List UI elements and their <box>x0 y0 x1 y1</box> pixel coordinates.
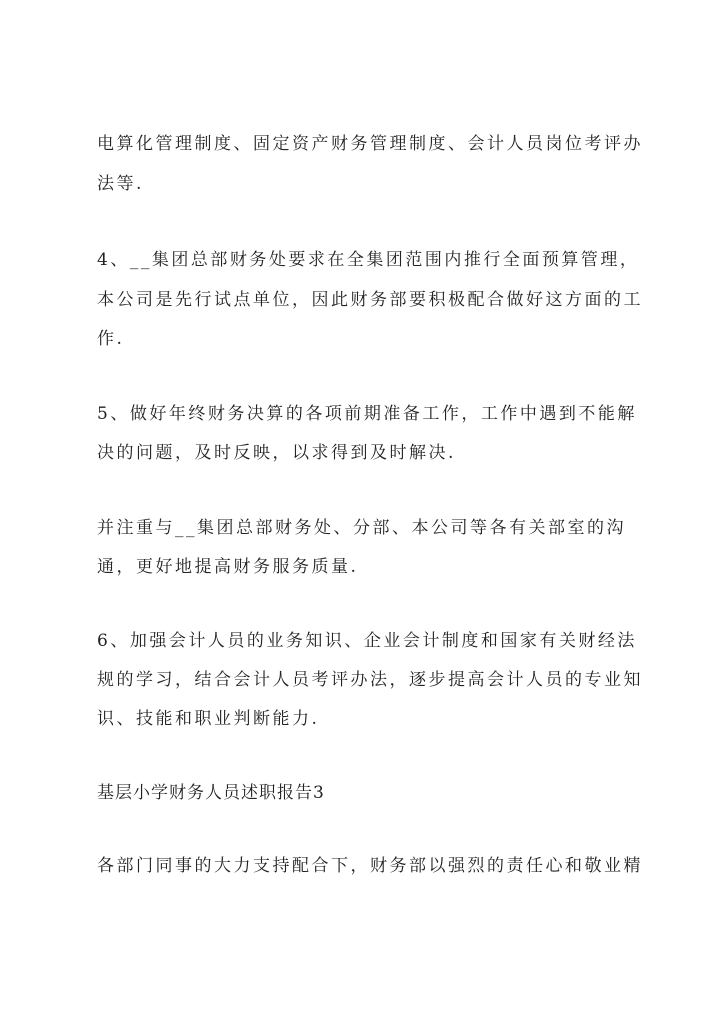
paragraph-line: 6、加强会计人员的业务知识、企业会计制度和国家有关财经法 <box>97 631 637 651</box>
paragraph-line: 识、技能和职业判断能力. <box>97 709 320 729</box>
paragraph-line: 本公司是先行试点单位，因此财务部要积极配合做好这方面的工 <box>97 290 643 310</box>
section-heading: 基层小学财务人员述职报告3 <box>97 783 325 803</box>
paragraph-line: 并注重与__集团总部财务处、分部、本公司等各有关部室的沟 <box>97 518 626 538</box>
paragraph-line: 各部门同事的大力支持配合下，财务部以强烈的责任心和敬业精 <box>97 856 643 876</box>
paragraph-line: 决的问题，及时反映，以求得到及时解决. <box>97 443 456 463</box>
paragraph-line: 5、做好年终财务决算的各项前期准备工作，工作中遇到不能解 <box>97 404 637 424</box>
paragraph-line: 规的学习，结合会计人员考评办法，逐步提高会计人员的专业知 <box>97 670 643 690</box>
paragraph-line: 电算化管理制度、固定资产财务管理制度、会计人员岗位考评办 <box>97 134 643 154</box>
paragraph-line: 通，更好地提高财务服务质量. <box>97 557 359 577</box>
paragraph-line: 法等. <box>97 174 144 194</box>
paragraph-line: 4、__集团总部财务处要求在全集团范围内推行全面预算管理， <box>97 250 640 270</box>
paragraph-line: 作. <box>97 329 125 349</box>
